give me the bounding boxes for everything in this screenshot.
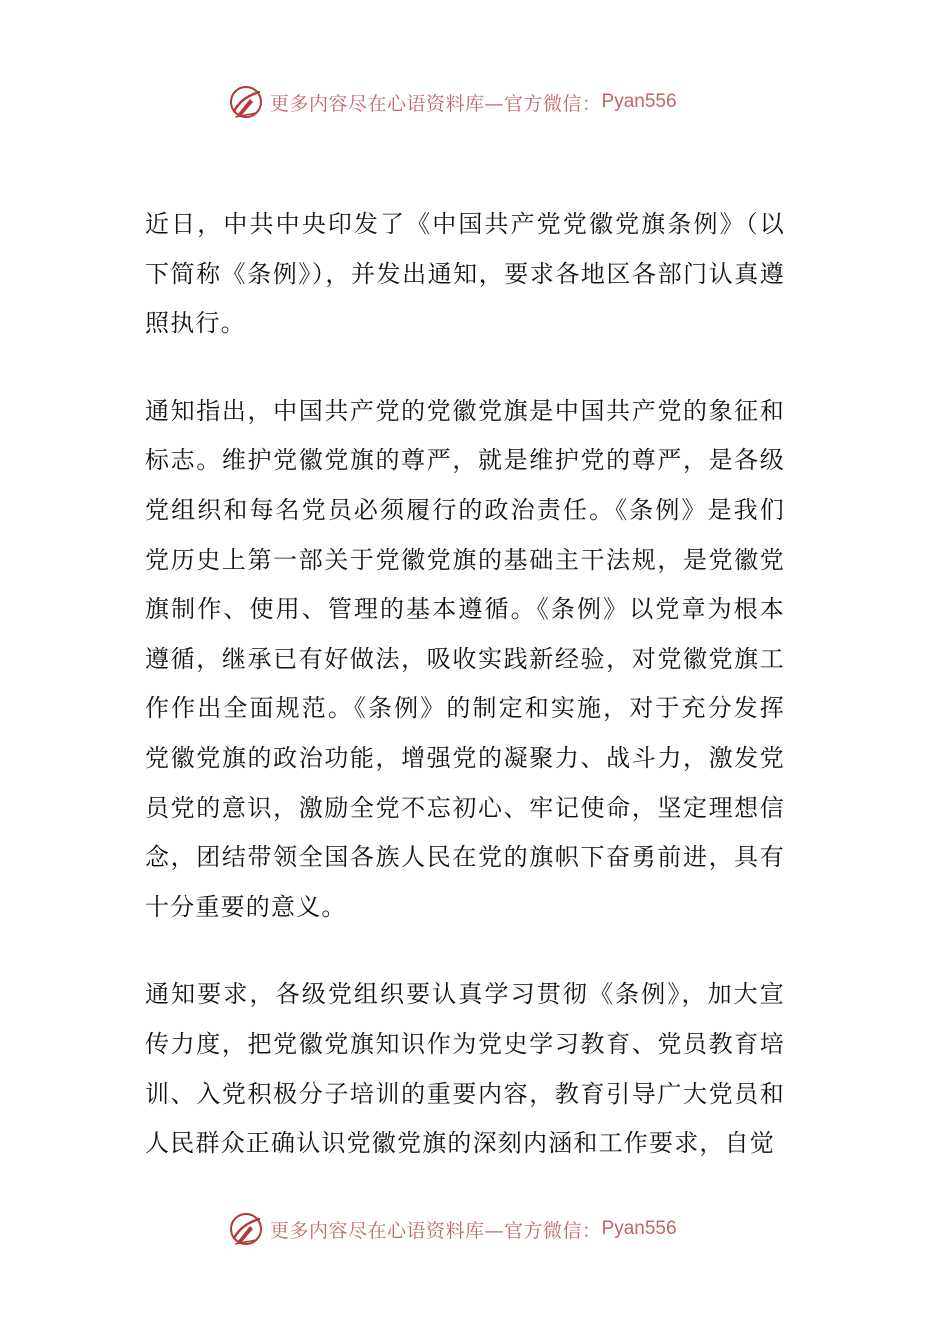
header-watermark — [228, 80, 728, 124]
brand-text: 更多内容尽在心语资料库—官方微信： — [270, 92, 602, 115]
paragraph-1: 近日，中共中央印发了《中国共产党党徽党旗条例》（以下简称《条例》），并发出通知，要求各地区各部门认真遵照执行。 — [145, 210, 785, 338]
pen-signature-icon — [228, 1211, 264, 1247]
paragraph-3: 通知要求，各级党组织要认真学习贯彻《条例》，加大宣传力度，把党徽党旗知识作为党史学习教育、党员教育培训、入党积极分子培训的重要内容，教育引导广大党员和人民群众正确认识党徽党旗的深刻内涵和工作要求，自觉 — [145, 980, 785, 1158]
paragraph-2: 通知指出，中国共产党的党徽党旗是中国共产党的象征和标志。维护党徽党旗的尊严，就是维护党的尊严，是各级党组织和每名党员必须履行的政治责任。《条例》是我们党历史上第一部关于党徽党旗的基础主干法规，是党徽党旗制作、使用、管理的基本遵循。《条例》以党章为根本遵循，继承已有好做法，吸收实践新经验，对党徽党旗工作作出全面规范。《条例》的制定和实施，对于充分发挥党徽党旗的政治功能，增强党的凝聚力、战斗力，激发党员党的意识，激励全党不忘初心、牢记使命，坚定理想信念，团结带领全国各族人民在党的旗帜下奋勇前进，具有十分重要的意义。 — [145, 396, 785, 921]
wechat-id: Pyan556 — [601, 1218, 677, 1239]
brand-text: 更多内容尽在心语资料库—官方微信： — [270, 1219, 602, 1242]
footer-watermark — [228, 1207, 728, 1251]
pen-signature-icon — [228, 84, 264, 120]
document-body — [145, 200, 785, 1207]
wechat-id: Pyan556 — [601, 91, 677, 112]
